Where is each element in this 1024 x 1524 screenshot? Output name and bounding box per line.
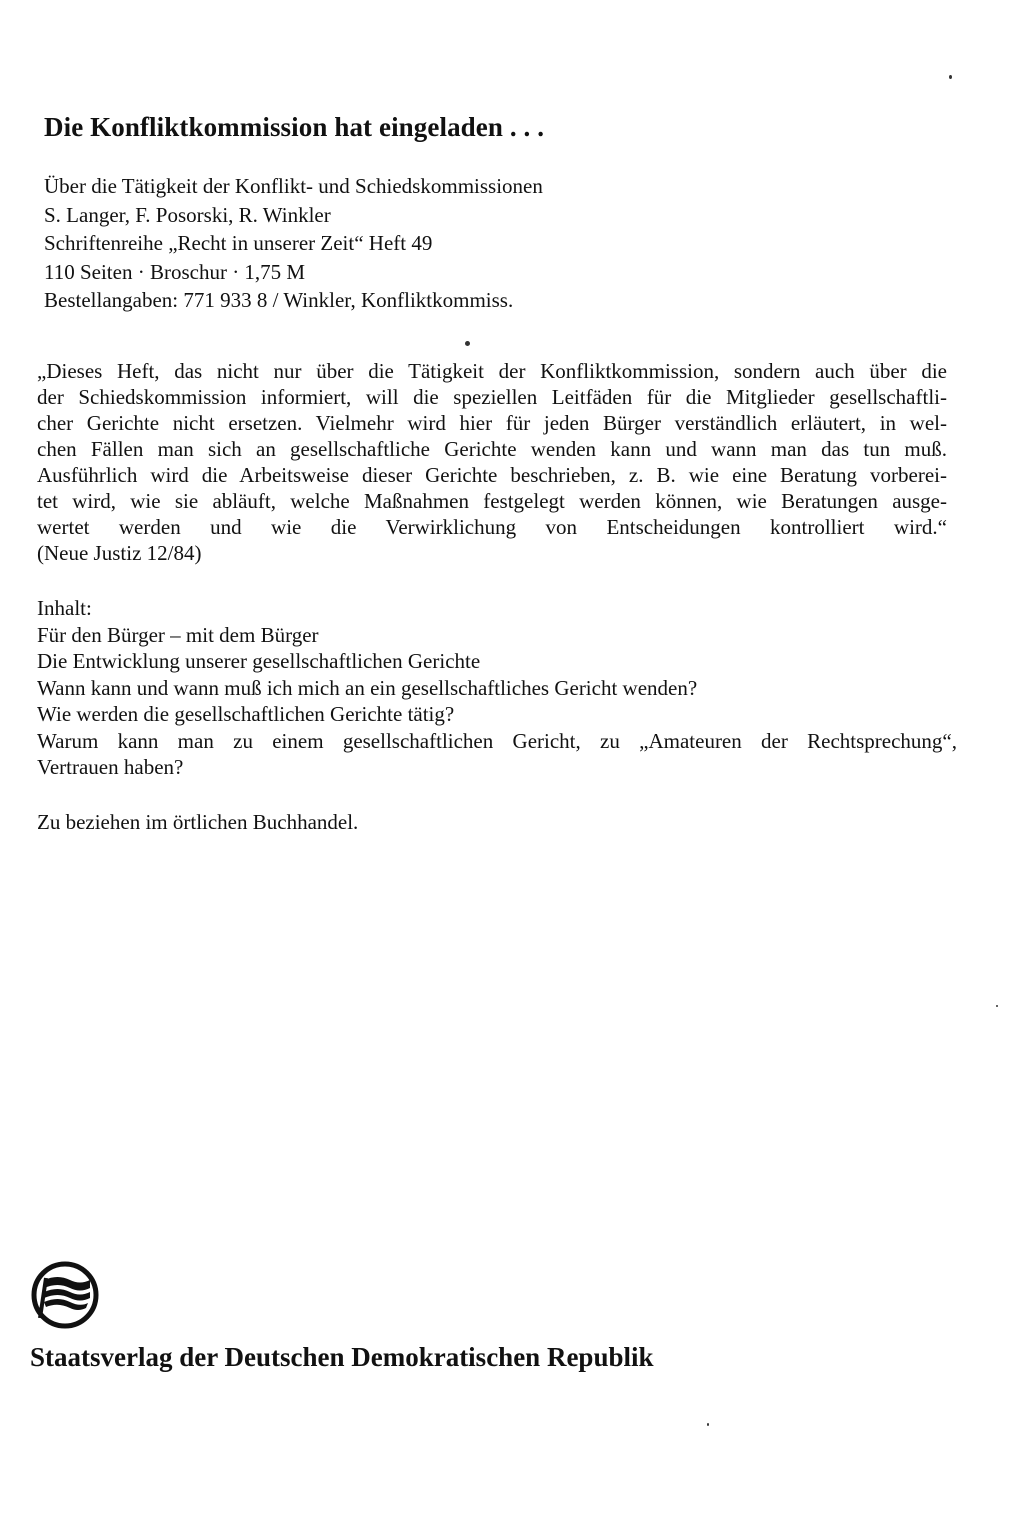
book-authors: S. Langer, F. Posorski, R. Winkler [44, 202, 331, 227]
review-source: (Neue Justiz 12/84) [37, 541, 202, 565]
scan-speck [949, 75, 952, 79]
contents-heading: Inhalt: [37, 596, 92, 620]
staatsverlag-flag-logo-icon [30, 1260, 100, 1330]
review-line: wertet werden und wie die Verwirklichung von Entscheidungen kontrolliert wird.“ [37, 515, 947, 539]
publisher-name: Staatsverlag der Deutschen Demokratischen Republik [30, 1342, 654, 1372]
scan-speck [996, 1005, 998, 1007]
contents-item: Wann kann und wann muß ich mich an ein gesellschaftliches Gericht wenden? [37, 675, 698, 700]
review-line: Ausführlich wird die Arbeitsweise dieser Gerichte beschrieben, z. B. wie eine Beratung vorberei- [37, 463, 947, 487]
book-order-info: Bestellangaben: 771 933 8 / Winkler, Konfliktkommiss. [44, 288, 514, 312]
book-details: 110 Seiten · Broschur · 1,75 M [44, 259, 306, 284]
availability-note: Zu beziehen im örtlichen Buchhandel. [37, 810, 359, 834]
book-series: Schriftenreihe „Recht in unserer Zeit“ Heft 49 [44, 231, 433, 255]
contents-item: Warum kann man zu einem gesellschaftlichen Gericht, zu „Amateuren der Rechtsprechung“, [37, 728, 957, 753]
contents-item: Die Entwicklung unserer gesellschaftlichen Gerichte [37, 649, 481, 673]
review-line: „Dieses Heft, das nicht nur über die Tätigkeit der Konfliktkommission, sondern auch über die [37, 359, 947, 383]
contents-item: Vertrauen haben? [37, 755, 184, 779]
review-line: tet wird, wie sie abläuft, welche Maßnahmen festgelegt werden können, wie Beratungen ausge- [37, 489, 947, 513]
book-subtitle: Über die Tätigkeit der Konflikt- und Schiedskommissionen [44, 174, 543, 198]
table-of-contents [37, 595, 957, 781]
review-line: der Schiedskommission informiert, will die speziellen Leitfäden für die Mitglieder gesellschaftli- [37, 385, 947, 409]
review-quote [37, 358, 947, 566]
page-title: Die Konfliktkommission hat eingeladen . . . [44, 112, 545, 142]
review-line: chen Fällen man sich an gesellschaftliche Gerichte wenden kann und wann man das tun muß. [37, 437, 947, 461]
contents-item: Für den Bürger – mit dem Bürger [37, 622, 319, 647]
review-line: cher Gerichte nicht ersetzen. Vielmehr wird hier für jeden Bürger verständlich erläutert, in wel- [37, 411, 947, 435]
scan-speck [465, 341, 470, 346]
scan-speck [707, 1423, 709, 1426]
book-info [44, 172, 543, 315]
contents-item: Wie werden die gesellschaftlichen Gerichte tätig? [37, 702, 455, 726]
